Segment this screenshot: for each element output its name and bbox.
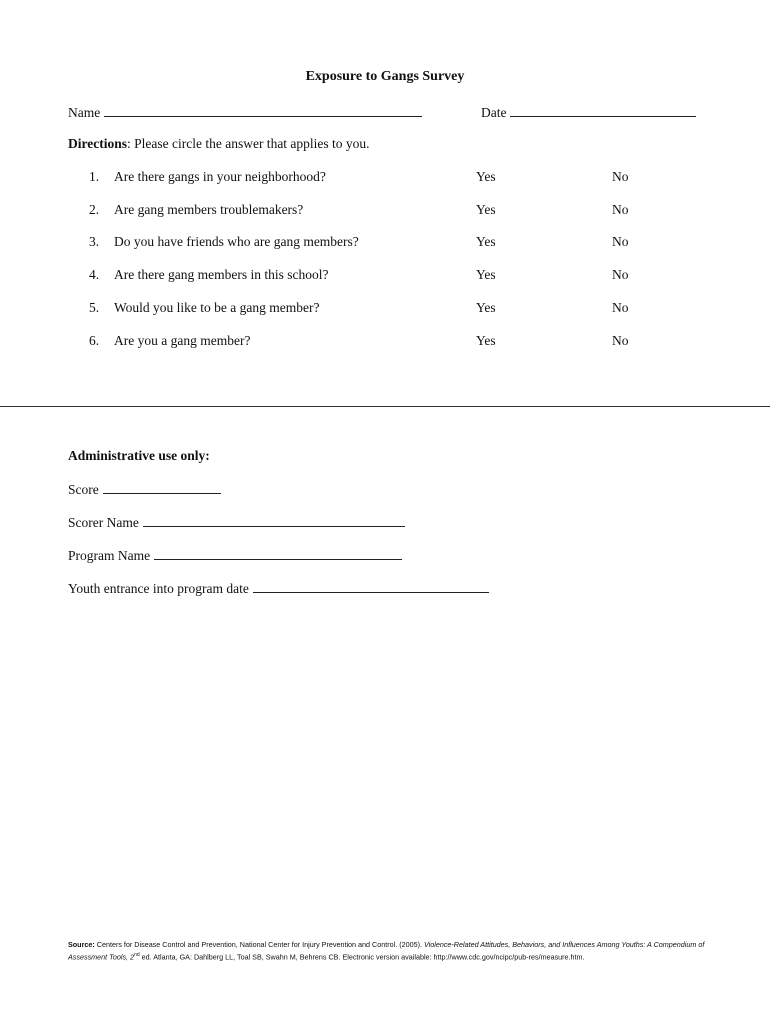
question-text: Would you like to be a gang member?	[114, 300, 320, 315]
name-field[interactable]	[68, 103, 422, 121]
source-text-1: Centers for Disease Control and Prevention, National Center for Injury Prevention and Control. (2005).	[94, 940, 424, 949]
score-field[interactable]	[68, 480, 221, 498]
question-text: Are gang members troublemakers?	[114, 202, 304, 217]
answer-no[interactable]: No	[612, 169, 629, 184]
question-row	[0, 169, 770, 189]
name-blank-line[interactable]	[104, 103, 422, 117]
directions	[68, 136, 370, 152]
answer-yes[interactable]: Yes	[476, 333, 496, 348]
admin-section-title: Administrative use only:	[68, 448, 210, 463]
answer-no[interactable]: No	[612, 333, 629, 348]
score-label: Score	[68, 482, 99, 497]
question-text: Are you a gang member?	[114, 333, 251, 348]
name-label: Name	[68, 105, 101, 120]
section-divider	[0, 406, 770, 407]
question-number: 5.	[89, 300, 100, 315]
scorer-name-field[interactable]	[68, 513, 405, 531]
directions-text: : Please circle the answer that applies to you.	[127, 136, 370, 151]
question-number: 4.	[89, 267, 100, 282]
answer-no[interactable]: No	[612, 300, 629, 315]
answer-yes[interactable]: Yes	[476, 202, 496, 217]
question-number: 3.	[89, 234, 100, 249]
source-title: Violence-Related Attitudes, Behaviors, and Influences Among Youths: A Compendium of Assessment Tools, 2	[68, 940, 705, 962]
date-field[interactable]	[481, 103, 696, 121]
directions-label: Directions	[68, 136, 127, 151]
question-text: Do you have friends who are gang members?	[114, 234, 359, 249]
entrance-date-blank-line[interactable]	[253, 579, 489, 593]
score-blank-line[interactable]	[103, 480, 221, 494]
entrance-date-field[interactable]	[68, 579, 489, 597]
scorer-name-label: Scorer Name	[68, 515, 139, 530]
question-row	[0, 333, 770, 353]
answer-no[interactable]: No	[612, 202, 629, 217]
program-name-label: Program Name	[68, 548, 151, 563]
question-number: 1.	[89, 169, 100, 184]
scorer-name-blank-line[interactable]	[143, 513, 405, 527]
answer-yes[interactable]: Yes	[476, 234, 496, 249]
question-number: 2.	[89, 202, 100, 217]
question-row	[0, 300, 770, 320]
source-label: Source:	[68, 940, 95, 949]
answer-yes[interactable]: Yes	[476, 169, 496, 184]
question-row	[0, 234, 770, 254]
source-sup: nd	[134, 952, 140, 958]
date-blank-line[interactable]	[510, 103, 696, 117]
question-row	[0, 267, 770, 287]
program-name-field[interactable]	[68, 546, 402, 564]
question-text: Are there gang members in this school?	[114, 267, 329, 282]
question-text: Are there gangs in your neighborhood?	[114, 169, 326, 184]
question-number: 6.	[89, 333, 100, 348]
source-citation	[68, 940, 708, 962]
entrance-date-label: Youth entrance into program date	[68, 581, 249, 596]
answer-no[interactable]: No	[612, 267, 629, 282]
source-text-2: ed. Atlanta, GA: Dahlberg LL, Toal SB, Swahn M, Behrens CB. Electronic version available: http://www.cdc.gov/ncipc/pub-res/measure.htm.	[139, 952, 585, 962]
date-label: Date	[481, 105, 507, 120]
answer-yes[interactable]: Yes	[476, 267, 496, 282]
page-title: Exposure to Gangs Survey	[305, 69, 465, 84]
answer-no[interactable]: No	[612, 234, 629, 249]
answer-yes[interactable]: Yes	[476, 300, 496, 315]
question-row	[0, 202, 770, 222]
program-name-blank-line[interactable]	[154, 546, 402, 560]
